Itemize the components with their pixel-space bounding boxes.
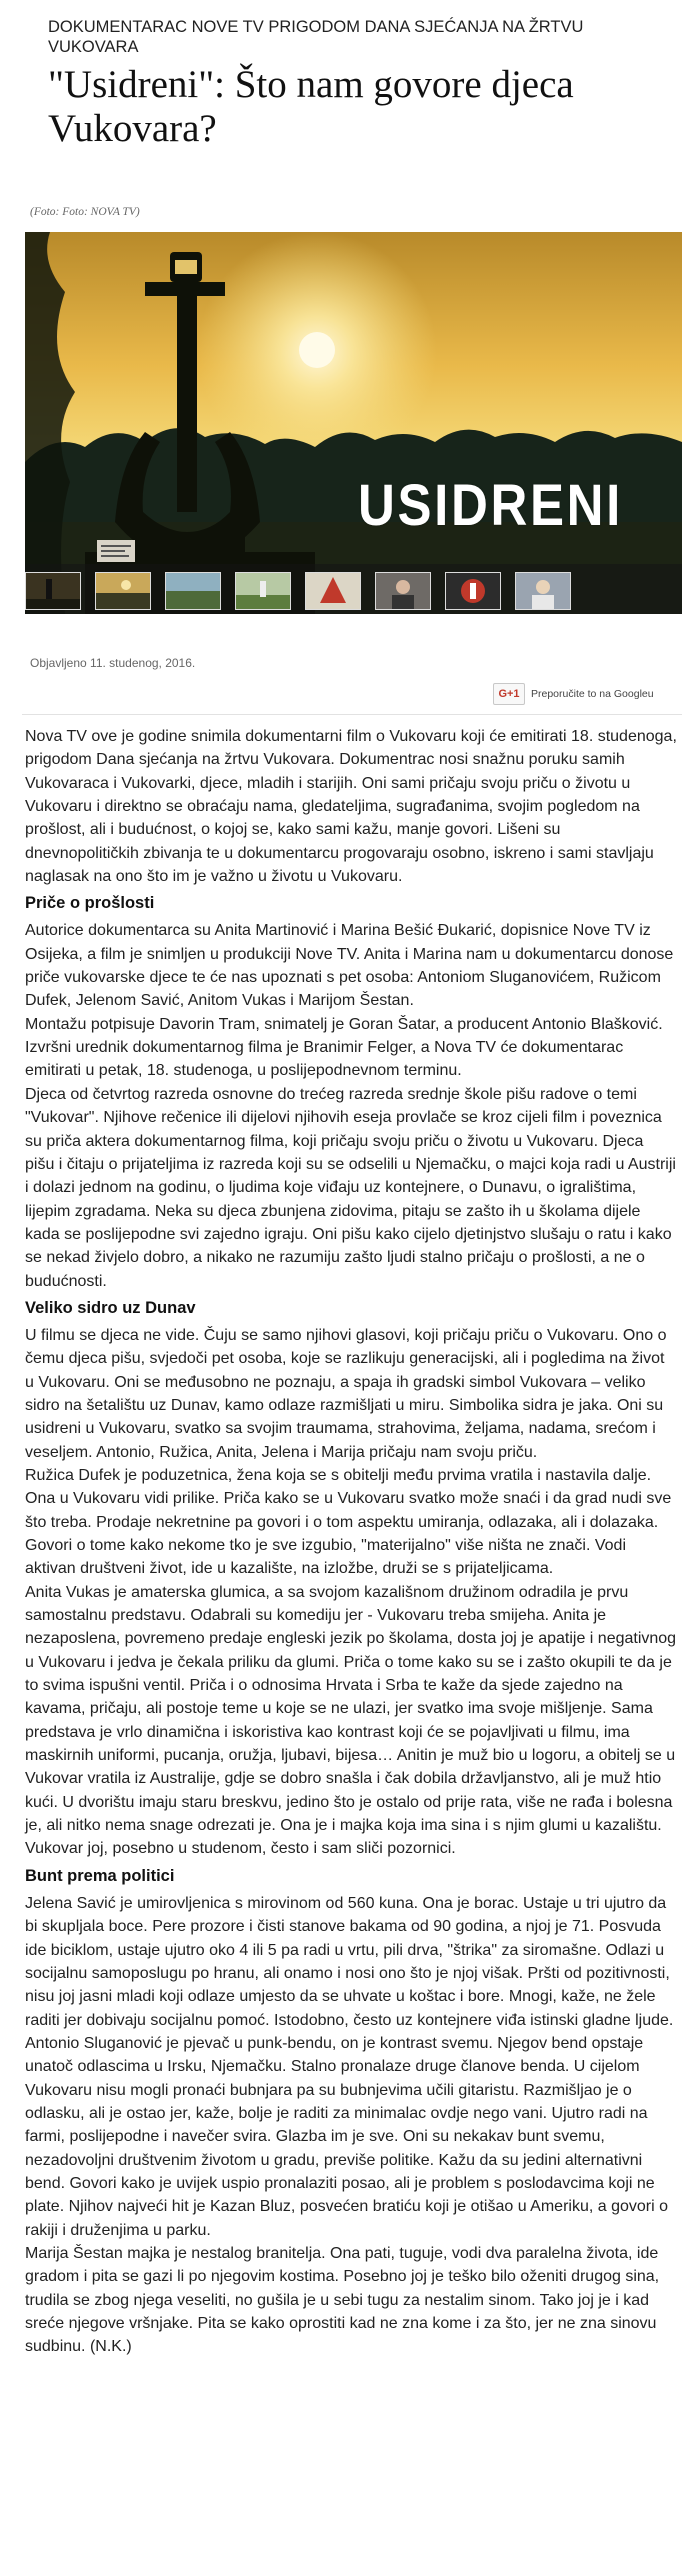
sun	[299, 332, 335, 368]
google-plus-button[interactable]: G+1	[493, 683, 525, 705]
paragraph: Djeca od četvrtog razreda osnovne do trećeg razreda srednje škole pišu radove o temi "Vukovar". Njihove rečenice ili dijelovi njihovih eseja provlače se kroz cijeli film i poveznica su priča aktera dokumentarnog filma, koji pričaju svoju priču o životu u Vukovaru. Djeca pišu i čitaju o prijateljima iz razreda koji su se odselili u Njemačku, o majci koja radi u Austriji i dolazi jednom na godinu, o ljudima koje viđaju uz kontejnere, o Dunavu, o igralištima, lijepim zgradama. Neka su djeca zbunjena zidovima, pitaju se zašto ih u školama dijele kada se poslijepodne svi zajedno igraju. Oni pišu kako cijelo djetinjstvo slušaju o ratu i kako se nekad živjelo dobro, a nikako ne razumiju zašto ljudi stalno pričaju o prošlosti, a ne o budućnosti.	[25, 1085, 676, 1290]
paragraph: Antonio Sluganović je pjevač u punk-bendu, on je kontrast svemu. Njegov bend opstaje unatoč odlascima u Irsku, Njemačku. Stalno pronalaze druge članove benda. U cijelom Vukovaru nisu mogli pronaći bubnjara pa su bubnjevima učili gitaristu. Razmišljao je o odlasku, ali je ostao jer, kaže, bolje je raditi za minimalac ovdje nego vani. Ujutro radi na farmi, poslijepodne i navečer svira. Glazba im je sve. Oni su nekakav bunt svemu, nezadovoljni društvenim životom u gradu, previše politike. Kažu da su jedini alternativni bend. Govori kako je uvijek uspio pronalaziti posao, ali je problem s poslodavcima koji ne plate. Njihov najveći hit je Kazan Bluz, posvećen bratiću koji je otišao u Ameriku, a govori o rakiji i druženjima u parku.	[25, 2034, 669, 2239]
paragraph: Marija Šestan majka je nestalog branitelja. Ona pati, tuguje, vodi dva paralelna života, ide gradom i pita se gazi li po njegovim kostima. Posebno joj je teško bilo oženiti drugog sina, trudila se zbog njega veseliti, no gušila je u sebi tugu za nestalim sinom. Tako joj je i kad sreće njegove vršnjake. Pita se kako oprostiti kad ne zna kome i za što, jer ne zna sinovu sudbinu. (N.K.)	[25, 2244, 660, 2356]
hero-video-image[interactable]	[25, 232, 682, 614]
thumbnail-3[interactable]	[165, 572, 221, 610]
paragraph: Autorice dokumentarca su Anita Martinović i Marina Bešić Đukarić, dopisnice Nove TV iz Osijeka, a film je snimljen u produkciji Nove TV. Anita i Marina nam u dokumentarcu donose priče vukovarske djece te će nas upoznati s pet osoba: Antoniom Sluganovićem, Ružicom Dufek, Jelenom Savić, Anitom Vukas i Marijom Šestan.	[25, 922, 674, 1010]
hero-scene	[25, 232, 682, 614]
divider	[22, 714, 682, 715]
hero-logo-text: USIDRENI	[358, 473, 624, 538]
memorial-sign	[97, 540, 135, 562]
thumbnail-2[interactable]	[95, 572, 151, 610]
paragraph: U filmu se djeca ne vide. Čuju se samo njihovi glasovi, koji pričaju priču o Vukovaru. Ono o čemu djeca pišu, svjedoči pet osoba, koje se razlikuju generacijski, ali i pogledima na život u Vukovaru. Oni se međusobno ne poznaju, a spaja ih gradski simbol Vukovara – veliko sidro na šetalištu uz Dunav, kamo odlaze razmišljati u miru. Simbolika sidra je jaka. Oni su usidreni u Vukovaru, svatko sa svojim traumama, strahovima, željama, nadama, srećom i veseljem. Antonio, Ružica, Anita, Jelena i Marija pričaju nam svoju priču.	[25, 1326, 667, 1461]
thumbnail-1[interactable]	[25, 572, 81, 610]
paragraph: Montažu potpisuje Davorin Tram, snimatelj je Goran Šatar, a producent Antonio Blašković. Izvršni urednik dokumentarnog filma je Branimir Felger, a Nova TV će dokumentarac emitirati u petak, 18. studenoga, u poslijepodnevnom terminu.	[25, 1015, 663, 1080]
section-heading: Bunt prema politici	[25, 1866, 175, 1885]
paragraph: Anita Vukas je amaterska glumica, a sa svojom kazališnom družinom odradila je prvu samostalnu predstavu. Odabrali su komediju jer - Vukovaru treba smijeha. Anita je nezaposlena, povremeno predaje engleski jezik po školama, dosta joj je apatije i negativnog u Vukovaru i jedva je čekala priliku da glumi. Priča o tome kako su se i zašto okupili te da je to svima ispušni ventil. Priča i o odnosima Hrvata i Srba te kaže da sjede zajedno na kavama, pričaju, ali postoje teme u koje se ne ulazi, jer svatko ima svoje mišljenje. Sama predstava je vrlo dinamična i iskoristiva kao kontrast koji će se pojavljivati u filmu, ima maskirnih uniformi, pucanja, oružja, ljubavi, bijesa… Anitin je muž bio u logoru, a obitelj se u Vukovar vratila iz Australije, gdje se dobro snašla i čak dobila državljanstvo, ali je muž htio kući. U dvorištu imaju staru breskvu, jedino što je ostalo od prije rata, više ne rađa i bolesna je, ali nitko nema snage odrezati je. Ona je i majka koja ima sina i s njim glumi u kazalištu. Vukovar joj, posebno u studenom, često i sam sliči pozornici.	[25, 1583, 677, 1858]
article-kicker: DOKUMENTARAC NOVE TV PRIGODOM DANA SJEĆANJA NA ŽRTVU VUKOVARA	[48, 18, 584, 56]
paragraph: Jelena Savić je umirovljenica s mirovinom od 560 kuna. Ona je borac. Ustaje u tri ujutro da bi skupljala boce. Pere prozore i čisti stanove bakama od 90 godina, a njoj je 71. Posvuda ide biciklom, ustaje ujutro oko 4 ili 5 pa radi u vrtu, pili drva, "štrika" za siromašne. Odlazi u socijalnu samoposlugu po hranu, ali onamo i nosi ono što je njoj višak. Pršti od pozitivnosti, nisu joj jasni mladi koji odlaze umjesto da se uhvate u koštac i bore. Mnogi, kaže, ne žele raditi jer dobivaju socijalnu pomoć. Istodobno, često uz kontejnere viđa istinski gladne ljude.	[25, 1894, 674, 2029]
article-title: "Usidreni": Što nam govore djeca Vukovara?	[48, 63, 574, 150]
publish-date: Objavljeno 11. studenog, 2016.	[30, 656, 196, 670]
section-heading: Priče o prošlosti	[25, 894, 155, 913]
google-plus-widget	[493, 681, 673, 707]
article-body	[25, 725, 677, 2359]
thumbnail-strip	[25, 564, 682, 614]
thumbnail-8[interactable]	[515, 572, 571, 610]
thumbnail-7[interactable]	[445, 572, 501, 610]
thumbnail-6[interactable]	[375, 572, 431, 610]
photo-caption: (Foto: Foto: NOVA TV)	[30, 206, 140, 218]
article-intro: Nova TV ove je godine snimila dokumentarni film o Vukovaru koji će emitirati 18. studenoga, prigodom Dana sjećanja na žrtvu Vukovara. Dokumentrac nosi snažnu poruku samih Vukovaraca i Vukovarki, djece, mladih i starijih. Oni sami pričaju svoju priču o životu u Vukovaru i direktno se obraćaju nama, gledateljima, sugrađanima, svojim pogledom na prošlost, ali i budućnost, o kojoj se, kako sami kažu, manje govori. Lišeni su dnevnopolitičkih zbivanja te u dokumentarcu progovaraju osobno, iskreno i sami stavljaju naglasak na ono što im je važno u životu u Vukovaru.	[25, 728, 677, 886]
paragraph: Ružica Dufek je poduzetnica, žena koja se s obitelji među prvima vratila i nastavila dalje. Ona u Vukovaru vidi prilike. Priča kako se u Vukovaru svatko može snaći i da grad nudi sve što treba. Prodaje nekretnine pa govori i o tom aspektu umiranja, odlazaka, ali i dolazaka. Govori o tome kako nekome tko je sve izgubio, "materijalno" više ništa ne znači. Vodi aktivan društveni život, ide u kazalište, na izložbe, druži se s prijateljicama.	[25, 1466, 672, 1578]
section-heading: Veliko sidro uz Dunav	[25, 1298, 196, 1317]
thumbnail-4[interactable]	[235, 572, 291, 610]
thumbnail-5[interactable]	[305, 572, 361, 610]
google-plus-text: Preporučite to na Googleu	[531, 688, 654, 700]
